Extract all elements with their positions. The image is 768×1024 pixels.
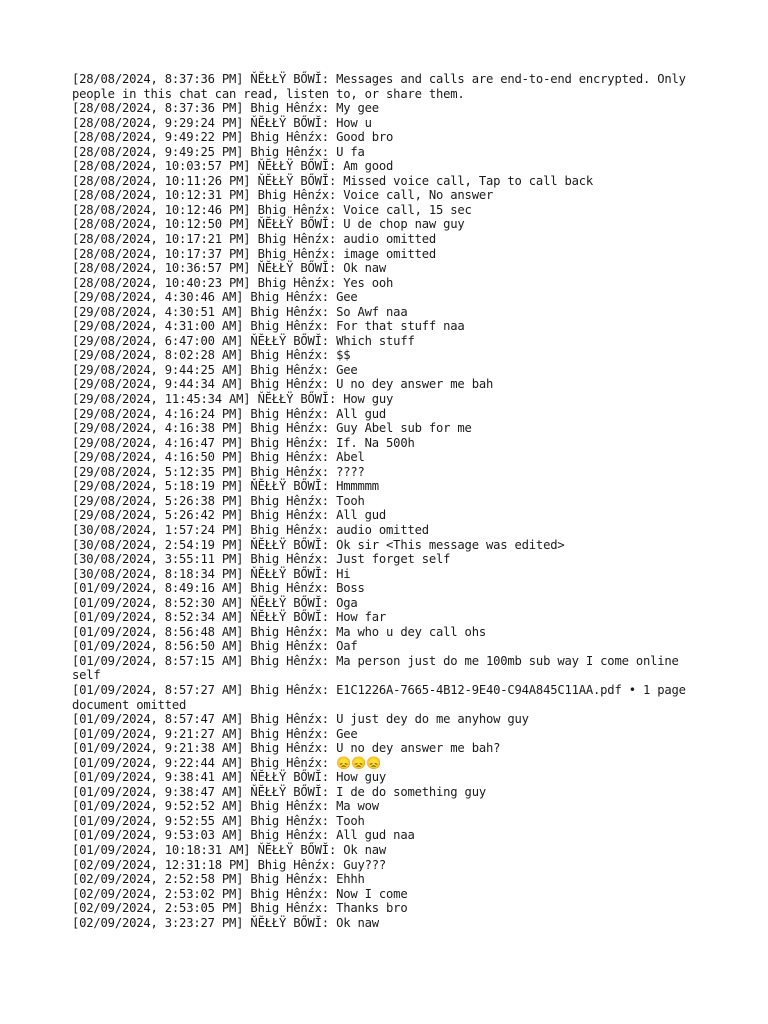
chat-message-line: [29/08/2024, 5:26:38 PM] Bhig Hênźx: Tooh (72, 493, 365, 508)
chat-message-line: [01/09/2024, 8:49:16 AM] Bhig Hênźx: Boss (72, 581, 365, 596)
chat-message-line: [01/09/2024, 9:53:03 AM] Bhig Hênźx: All gud naa (72, 828, 415, 843)
chat-message-line: [28/08/2024, 10:12:50 PM] ŇĔŁŁŸ BŐWĬ: U de chop naw guy (72, 217, 465, 232)
chat-message-line: [29/08/2024, 4:30:51 AM] Bhig Hênźx: So Awf naa (72, 304, 408, 319)
chat-message-line: [02/09/2024, 2:53:05 PM] Bhig Hênźx: Thanks bro (72, 901, 408, 916)
chat-message-line: [28/08/2024, 9:29:24 PM] ŇĔŁŁŸ BŐWĬ: How u (72, 115, 372, 130)
chat-message-line: [29/08/2024, 5:12:35 PM] Bhig Hênźx: ???? (72, 464, 365, 479)
chat-message-line: [28/08/2024, 10:12:31 PM] Bhig Hênźx: Voice call, No answer (72, 188, 494, 203)
chat-message-line: [28/08/2024, 9:49:25 PM] Bhig Hênźx: U fa (72, 144, 365, 159)
chat-message-line: [01/09/2024, 9:22:44 AM] Bhig Hênźx: 😞😞😞 (72, 755, 382, 770)
chat-message-line: [29/08/2024, 4:16:47 PM] Bhig Hênźx: If. Na 500h (72, 435, 415, 450)
chat-message-line: [29/08/2024, 11:45:34 AM] ŇĔŁŁŸ BŐWĬ: How guy (72, 392, 394, 407)
chat-message-line: [30/08/2024, 2:54:19 PM] ŇĔŁŁŸ BŐWĬ: Ok sir <This message was edited> (72, 537, 565, 552)
chat-message-line: [01/09/2024, 8:52:34 AM] ŇĔŁŁŸ BŐWĬ: How far (72, 610, 387, 625)
chat-message-line: [29/08/2024, 9:44:34 AM] Bhig Hênźx: U no dey answer me bah (72, 377, 494, 392)
chat-message-line: [01/09/2024, 8:56:50 AM] Bhig Hênźx: Oaf (72, 639, 358, 654)
chat-message-line: [01/09/2024, 9:38:47 AM] ŇĔŁŁŸ BŐWĬ: I de do something guy (72, 784, 486, 799)
chat-message-line: [29/08/2024, 8:02:28 AM] Bhig Hênźx: $$ (72, 348, 351, 363)
chat-message-line: [02/09/2024, 3:23:27 PM] ŇĔŁŁŸ BŐWĬ: Ok naw (72, 915, 379, 930)
chat-message-line: [01/09/2024, 9:38:41 AM] ŇĔŁŁŸ BŐWĬ: How guy (72, 770, 387, 785)
chat-message-line: [28/08/2024, 10:40:23 PM] Bhig Hênźx: Yes ooh (72, 275, 394, 290)
chat-message-line: [29/08/2024, 4:16:50 PM] Bhig Hênźx: Abel (72, 450, 365, 465)
chat-message-line: [28/08/2024, 10:03:57 PM] ŇĔŁŁŸ BŐWĬ: Am good (72, 159, 394, 174)
chat-message-line: [28/08/2024, 10:36:57 PM] ŇĔŁŁŸ BŐWĬ: Ok naw (72, 261, 387, 276)
chat-message-line: [28/08/2024, 10:17:21 PM] Bhig Hênźx: audio omitted (72, 232, 437, 247)
chat-message-line: [01/09/2024, 8:57:47 AM] Bhig Hênźx: U just dey do me anyhow guy (72, 712, 529, 727)
chat-message-line: [02/09/2024, 2:52:58 PM] Bhig Hênźx: Ehhh (72, 872, 365, 887)
chat-message-line: [28/08/2024, 10:17:37 PM] Bhig Hênźx: image omitted (72, 246, 437, 261)
chat-message-line: [02/09/2024, 2:53:02 PM] Bhig Hênźx: Now I come (72, 886, 408, 901)
chat-message-line: [28/08/2024, 10:11:26 PM] ŇĔŁŁŸ BŐWĬ: Missed voice call, Tap to call back (72, 173, 594, 188)
chat-message-line: [28/08/2024, 8:37:36 PM] Bhig Hênźx: My gee (72, 101, 379, 116)
chat-message-line: [30/08/2024, 1:57:24 PM] Bhig Hênźx: audio omitted (72, 522, 429, 537)
chat-message-line: [01/09/2024, 10:18:31 AM] ŇĔŁŁŸ BŐWĬ: Ok naw (72, 842, 387, 857)
chat-message-line: [29/08/2024, 4:30:46 AM] Bhig Hênźx: Gee (72, 290, 358, 305)
chat-transcript (72, 72, 702, 930)
chat-message-line: [02/09/2024, 12:31:18 PM] Bhig Hênźx: Guy??? (72, 857, 387, 872)
chat-message-line: [29/08/2024, 4:16:24 PM] Bhig Hênźx: All gud (72, 406, 387, 421)
chat-message-line: [30/08/2024, 3:55:11 PM] Bhig Hênźx: Just forget self (72, 552, 451, 567)
chat-message-line: [29/08/2024, 5:18:19 PM] ŇĔŁŁŸ BŐWĬ: Hmmmmm (72, 479, 379, 494)
chat-message-line: [30/08/2024, 8:18:34 PM] ŇĔŁŁŸ BŐWĬ: Hi (72, 566, 351, 581)
chat-message-line: [28/08/2024, 10:12:46 PM] Bhig Hênźx: Voice call, 15 sec (72, 202, 472, 217)
chat-message-line: [29/08/2024, 9:44:25 AM] Bhig Hênźx: Gee (72, 362, 358, 377)
chat-message-line: [01/09/2024, 9:21:38 AM] Bhig Hênźx: U no dey answer me bah? (72, 741, 501, 756)
chat-message-line: [29/08/2024, 6:47:00 AM] ŇĔŁŁŸ BŐWĬ: Which stuff (72, 333, 415, 348)
chat-message-line: [29/08/2024, 4:31:00 AM] Bhig Hênźx: For that stuff naa (72, 319, 465, 334)
chat-message-line: [01/09/2024, 8:52:30 AM] ŇĔŁŁŸ BŐWĬ: Oga (72, 595, 358, 610)
chat-message-line: [28/08/2024, 9:49:22 PM] Bhig Hênźx: Good bro (72, 130, 394, 145)
chat-message-line: [01/09/2024, 8:57:27 AM] Bhig Hênźx: E1C1226A-7665-4B12-9E40-C94A845C11AA.pdf • 1 page document omitted (72, 682, 693, 712)
chat-message-line: [01/09/2024, 8:57:15 AM] Bhig Hênźx: Ma person just do me 100mb sub way I come online self (72, 653, 686, 683)
chat-message-line: [29/08/2024, 4:16:38 PM] Bhig Hênźx: Guy Abel sub for me (72, 421, 472, 436)
chat-message-line: [01/09/2024, 8:56:48 AM] Bhig Hênźx: Ma who u dey call ohs (72, 624, 486, 639)
chat-message-line: [01/09/2024, 9:21:27 AM] Bhig Hênźx: Gee (72, 726, 358, 741)
chat-message-line: [28/08/2024, 8:37:36 PM] ŇĔŁŁŸ BŐWĬ: Messages and calls are end-to-end encrypted. Only people in this chat can read, listen to, or share them. (72, 72, 693, 101)
chat-message-line: [29/08/2024, 5:26:42 PM] Bhig Hênźx: All gud (72, 508, 387, 523)
chat-message-line: [01/09/2024, 9:52:55 AM] Bhig Hênźx: Tooh (72, 813, 365, 828)
chat-message-line: [01/09/2024, 9:52:52 AM] Bhig Hênźx: Ma wow (72, 799, 379, 814)
